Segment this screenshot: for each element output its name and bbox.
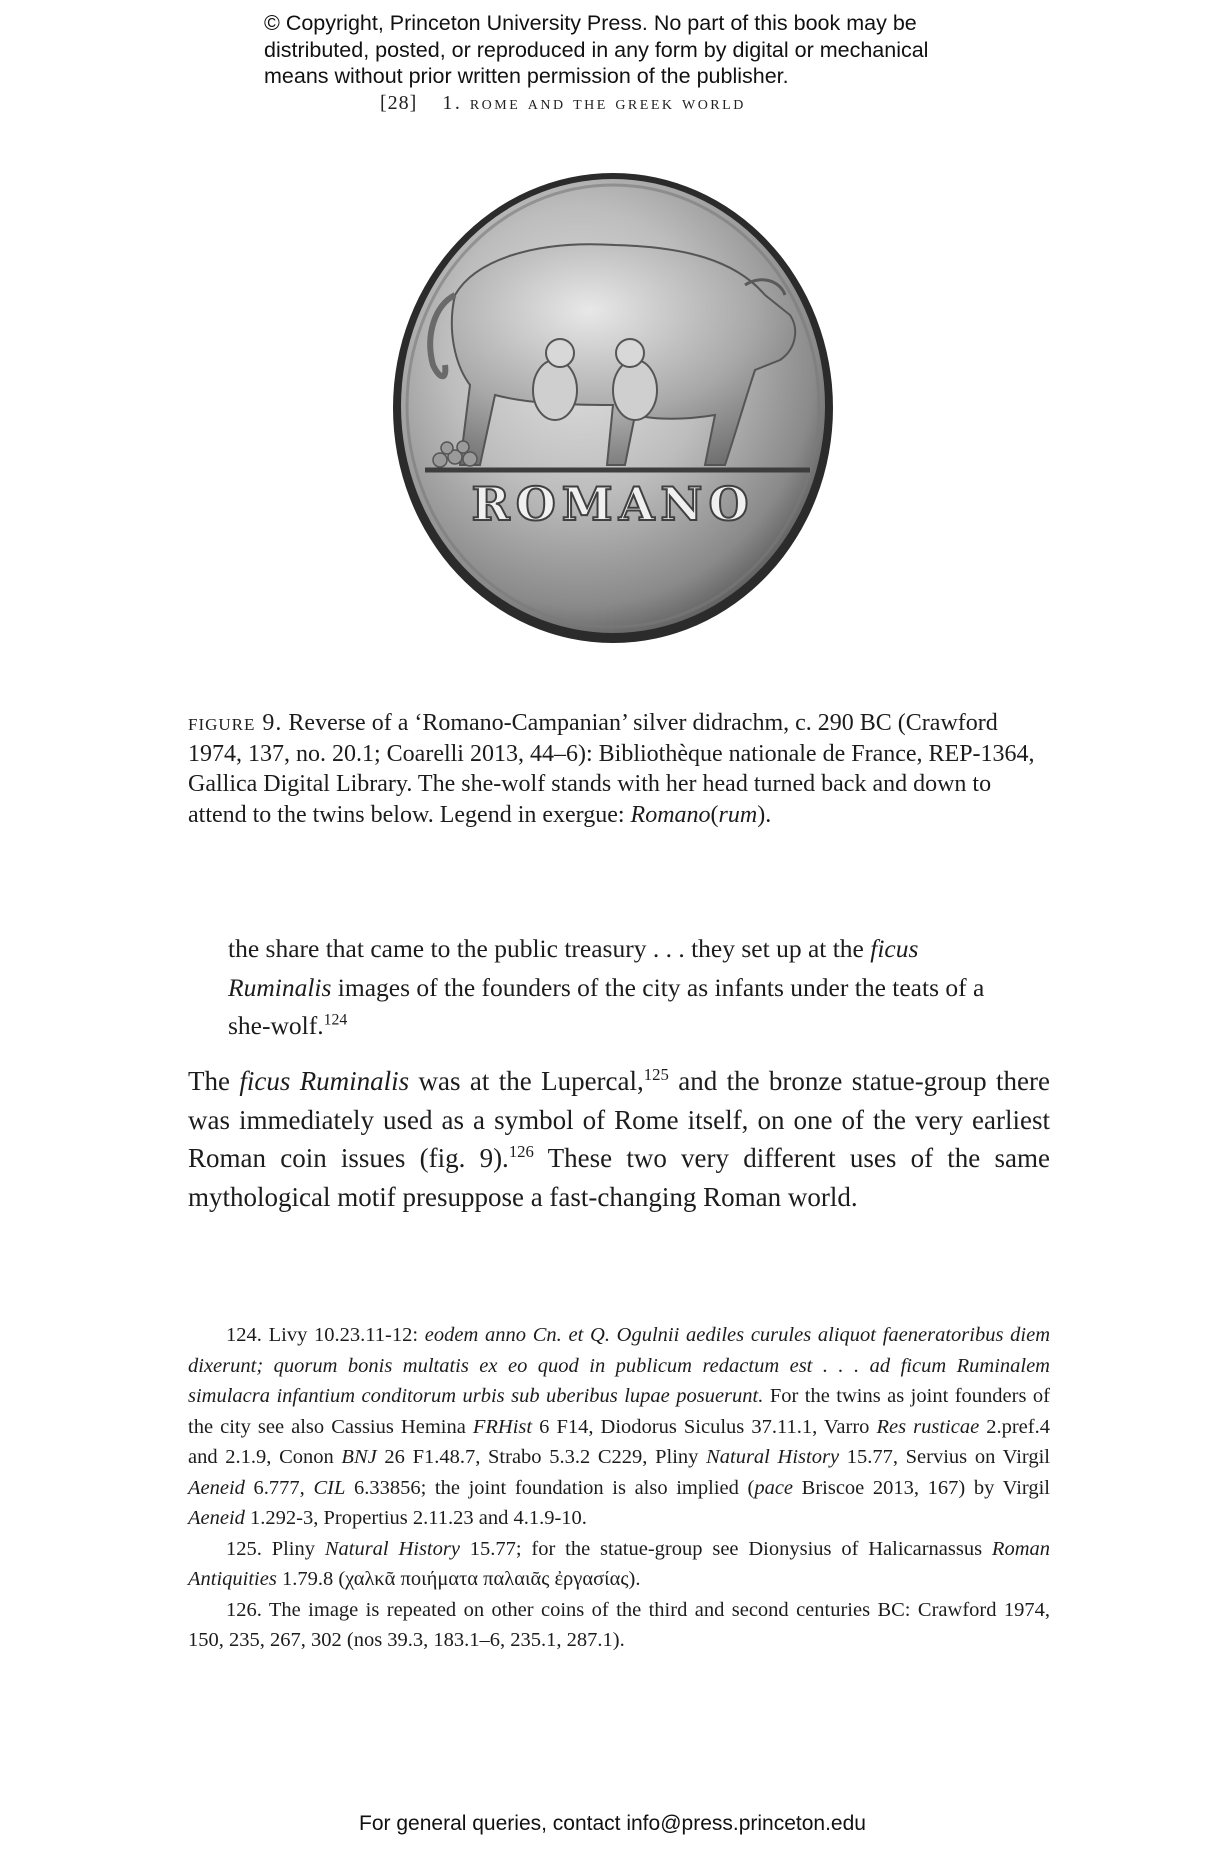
copyright-notice (264, 10, 984, 90)
footnotes (188, 1320, 1050, 1656)
footnote-italic: eodem anno Cn. et Q. Ogulnii aediles curules aliquot faeneratoribus diem dixerunt; quorum bonis multatis ex eo quod in publicum redactum est . . . ad ficum Ruminalem simulacra infantium conditorum urbis sub uberibus lupae posuerunt. (188, 1324, 1051, 1407)
footer-contact: For general queries, contact info@press.princeton.edu (359, 1812, 866, 1835)
footnote-italic: Natural History (324, 1537, 460, 1560)
footnote-text: 15.77; for the statue-group see Dionysius of Halicarnassus (459, 1537, 992, 1560)
footnote-text: 124. Livy 10.23.11-12: (226, 1324, 425, 1346)
footnote-ref[interactable]: 124 (323, 1011, 348, 1029)
body-text: The (188, 1066, 240, 1096)
running-head (380, 92, 980, 115)
footnote-125 (188, 1534, 1050, 1595)
quote-text: the share that came to the public treasury . . . they set up at the (228, 934, 871, 963)
footnote-text: For the twins as joint founders of the city see also Cassius Hemina (188, 1385, 1050, 1438)
caption-italic: Romano (630, 801, 711, 828)
copyright-line-2: distributed, posted, or reproduced in any form by digital or mechanical (264, 37, 929, 62)
caption-italic: rum (718, 801, 758, 828)
quote-italic: ficus Ruminalis (228, 934, 919, 1002)
footnote-italic: BNJ (341, 1446, 377, 1468)
coin-legend: ROMANO (471, 477, 755, 531)
footnote-text: 6.777, (244, 1476, 314, 1499)
caption-text: Reverse of a ‘Romano-Campanian’ silver didrachm, c. 290 BC (Crawford 1974, 137, no. 20.1; Coarelli 2013, 44–6): Bibliothèque nationale de France, REP-1364, Gallica Digital Library. The she-wolf stands with her head turned back and down to attend to the twins below. Legend in exergue: (188, 710, 1035, 828)
footnote-italic: Aeneid (188, 1476, 245, 1499)
caption-text: ). (757, 801, 772, 828)
footnote-text: 1.292-3, Propertius 2.11.23 and 4.1.9-10. (244, 1507, 587, 1529)
footnote-text: Briscoe 2013, 167) by Virgil (793, 1476, 1051, 1499)
footnote-text: 126. The image is repeated on other coins of the third and second centuries BC: Crawford 1974, 150, 235, 267, 302 (nos 39.3, 183.1–6, 235.1, 287.1). (188, 1598, 1050, 1651)
footnote-italic: pace (754, 1476, 794, 1499)
quote-text: images of the founders of the city as infants under the teats of a she-wolf. (228, 972, 985, 1040)
figure-label: figure 9. (188, 710, 283, 736)
body-text: These two very different uses of the same mythological motif presuppose a fast-changing Roman world. (188, 1143, 1050, 1212)
footnote-text: 125. Pliny (226, 1537, 325, 1560)
footnote-ref[interactable]: 126 (508, 1141, 534, 1161)
footnote-text: 6 F14, Diodorus Siculus 37.11.1, Varro (532, 1415, 877, 1438)
copyright-line-1: © Copyright, Princeton University Press. No part of this book may be (264, 11, 917, 35)
footnote-text: 1.79.8 (χαλκᾶ ποιήματα παλαιᾶς ἐργασίας). (276, 1568, 641, 1590)
footnote-text: 15.77, Servius on Virgil (839, 1446, 1050, 1468)
figure-caption (188, 708, 1048, 830)
footnote-ref[interactable]: 125 (643, 1064, 669, 1084)
footnote-italic: Roman Antiquities (188, 1537, 1050, 1590)
body-text: was at the Lupercal, (409, 1066, 644, 1096)
body-text: and the bronze statue-group there was immediately used as a symbol of Rome itself, on one of the very earliest Roman coin issues (fig. 9). (188, 1066, 1050, 1173)
footnote-italic: Aeneid (188, 1507, 245, 1529)
footnote-italic: Res rusticae (876, 1415, 980, 1438)
footnote-126 (188, 1595, 1050, 1656)
footnote-italic: CIL (313, 1476, 346, 1499)
body-italic: ficus Ruminalis (239, 1066, 410, 1096)
footnote-italic: FRHist (472, 1415, 533, 1438)
body-paragraph (188, 1062, 1050, 1216)
chapter-title: 1. rome and the greek world (442, 92, 746, 114)
block-quote (228, 930, 1028, 1046)
copyright-line-3: means without prior written permission of the publisher. (264, 64, 789, 88)
page-number: [28] (380, 92, 418, 114)
footnote-text: 6.33856; the joint foundation is also implied ( (345, 1476, 755, 1499)
coin-image (385, 165, 845, 655)
footnote-text: 26 F1.48.7, Strabo 5.3.2 C229, Pliny (376, 1446, 707, 1468)
caption-text: ( (710, 801, 719, 828)
footnote-124 (188, 1320, 1050, 1534)
footnote-italic: Natural History (706, 1446, 840, 1468)
footnote-text: 2.pref.4 and 2.1.9, Conon (188, 1415, 1050, 1468)
